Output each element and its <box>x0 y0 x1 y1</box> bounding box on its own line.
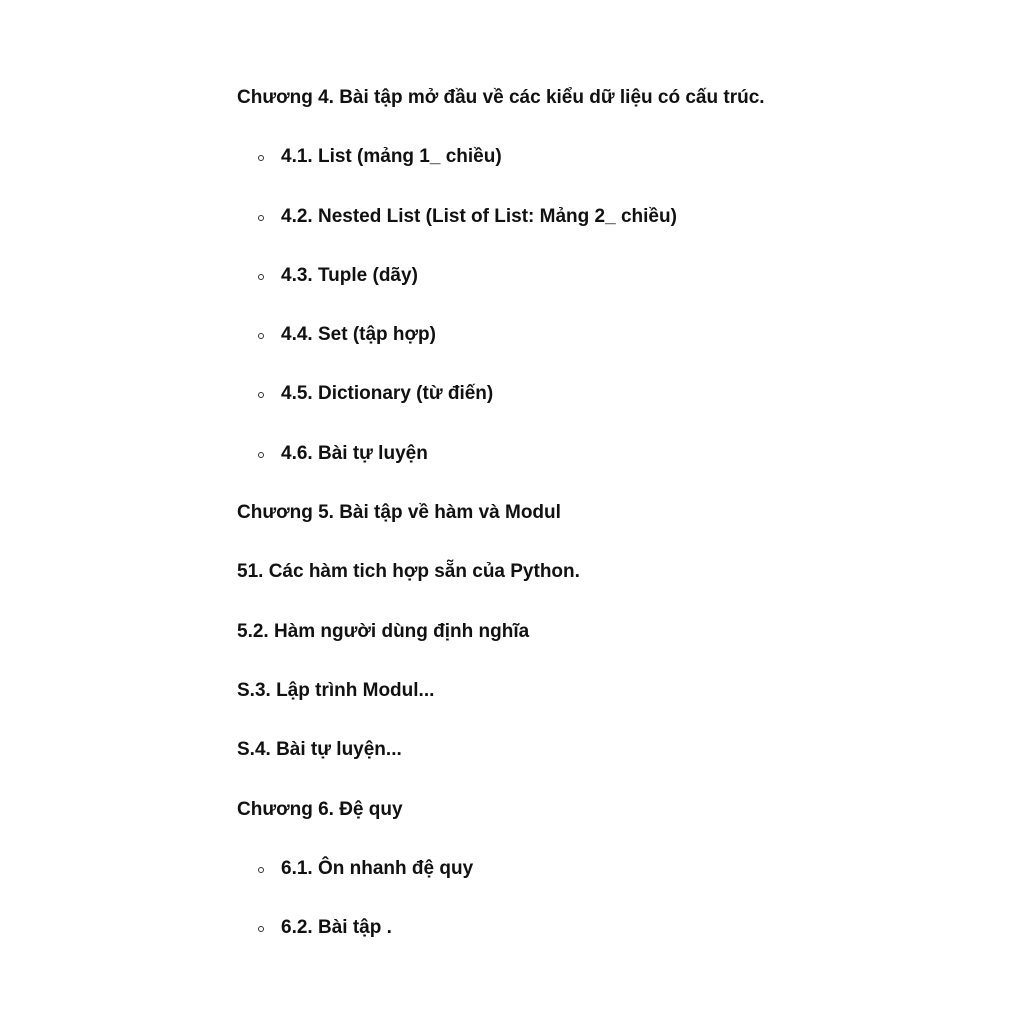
hollow-bullet-icon <box>258 926 264 932</box>
list-item-label: 4.2. Nested List (List of List: Mảng 2_ chiều) <box>281 205 677 227</box>
hollow-bullet-icon <box>258 392 264 398</box>
list-item-label: 4.4. Set (tập hợp) <box>281 324 436 346</box>
hollow-bullet-icon <box>258 215 264 221</box>
section-heading: 5.2. Hàm người dùng định nghĩa <box>237 620 530 642</box>
list-item-label: 4.5. Dictionary (từ điến) <box>281 383 494 405</box>
chapter-4-heading: Chương 4. Bài tập mở đầu về các kiểu dữ liệu có cấu trúc. <box>237 87 765 108</box>
list-item-label: 6.2. Bài tập . <box>281 917 392 939</box>
chapter-5-heading: Chương 5. Bài tập về hàm và Modul <box>237 502 561 524</box>
chapter-6-heading: Chương 6. Đệ quy <box>237 798 403 820</box>
list-item-label: 4.6. Bài tự luyện <box>281 442 428 464</box>
table-of-contents <box>237 86 997 975</box>
hollow-bullet-icon <box>258 274 264 280</box>
list-item <box>237 264 997 323</box>
list-item-label: 4.3. Tuple (dãy) <box>281 264 418 286</box>
section-heading: S.3. Lập trình Modul... <box>237 679 435 701</box>
section-heading: 51. Các hàm tich hợp sẵn của Python. <box>237 561 580 583</box>
list-item <box>237 323 997 382</box>
hollow-bullet-icon <box>258 155 264 161</box>
list-item <box>237 145 997 204</box>
hollow-bullet-icon <box>258 867 264 873</box>
list-item-label: 4.1. List (mảng 1_ chiều) <box>281 146 502 168</box>
list-item-label: 6.1. Ôn nhanh đệ quy <box>281 857 474 879</box>
list-item <box>237 205 997 264</box>
list-item <box>237 382 997 441</box>
hollow-bullet-icon <box>258 333 264 339</box>
list-item <box>237 442 997 501</box>
list-item <box>237 857 997 916</box>
hollow-bullet-icon <box>258 452 264 458</box>
list-item <box>237 916 997 975</box>
section-heading: S.4. Bài tự luyện... <box>237 739 402 761</box>
